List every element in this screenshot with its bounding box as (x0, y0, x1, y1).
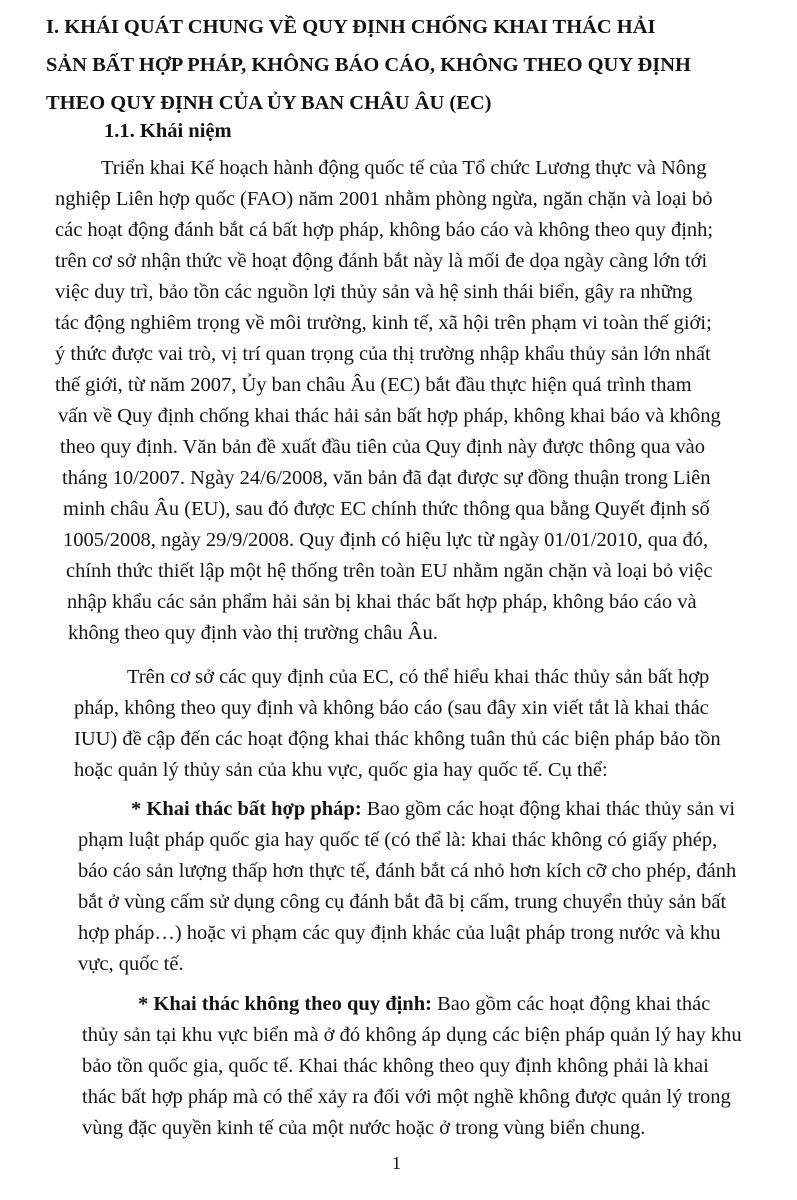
paragraph-2-line-4: hoặc quản lý thủy sản của khu vực, quốc gia hay quốc tế. Cụ thể: (74, 759, 608, 781)
paragraph-1-line-1: Triển khai Kế hoạch hành động quốc tế của Tổ chức Lương thực và Nông (101, 157, 707, 179)
paragraph-1-line-13: 1005/2008, ngày 29/9/2008. Quy định có hiệu lực từ ngày 01/01/2010, qua đó, (63, 529, 709, 551)
paragraph-3-line-1 (131, 794, 735, 824)
section-heading-line-1: I. KHÁI QUÁT CHUNG VỀ QUY ĐỊNH CHỐNG KHAI THÁC HẢI (46, 16, 656, 38)
paragraph-1-line-15: nhập khẩu các sản phẩm hải sản bị khai thác bất hợp pháp, không báo cáo và (67, 591, 697, 613)
unregulated-fishing-lead-text: Bao gồm các hoạt động khai thác (431, 993, 711, 1015)
paragraph-3-line-3: báo cáo sản lượng thấp hơn thực tế, đánh bắt cá nhỏ hơn kích cỡ cho phép, đánh (78, 860, 737, 882)
paragraph-4-line-3: bảo tồn quốc gia, quốc tế. Khai thác không theo quy định không phải là khai (82, 1055, 709, 1077)
paragraph-1-line-6: tác động nghiêm trọng về môi trường, kinh tế, xã hội trên phạm vi toàn thế giới; (55, 312, 712, 334)
paragraph-1-line-9: vấn về Quy định chống khai thác hải sản bất hợp pháp, không khai báo và không (58, 405, 721, 427)
paragraph-1-line-10: theo quy định. Văn bản đề xuất đầu tiên của Quy định này được thông qua vào (60, 436, 705, 458)
section-heading-line-3: THEO QUY ĐỊNH CỦA ỦY BAN CHÂU ÂU (EC) (46, 92, 492, 114)
paragraph-4-line-2: thủy sản tại khu vực biển mà ở đó không áp dụng các biện pháp quản lý hay khu (82, 1024, 742, 1046)
paragraph-3-line-6: vực, quốc tế. (78, 953, 184, 975)
paragraph-1-line-16: không theo quy định vào thị trường châu Âu. (68, 622, 438, 644)
paragraph-2-line-3: IUU) đề cập đến các hoạt động khai thác không tuân thủ các biện pháp bảo tồn (74, 728, 721, 750)
unregulated-fishing-term: * Khai thác không theo quy định: (138, 993, 432, 1015)
paragraph-1-line-11: tháng 10/2007. Ngày 24/6/2008, văn bản đã đạt được sự đồng thuận trong Liên (62, 467, 711, 489)
paragraph-3-line-2: phạm luật pháp quốc gia hay quốc tế (có thể là: khai thác không có giấy phép, (78, 829, 718, 851)
paragraph-1-line-7: ý thức được vai trò, vị trí quan trọng của thị trường nhập khẩu thủy sản lớn nhất (55, 343, 711, 365)
paragraph-4-line-1 (138, 989, 710, 1019)
paragraph-1-line-3: các hoạt động đánh bắt cá bất hợp pháp, không báo cáo và không theo quy định; (55, 219, 714, 241)
paragraph-1-line-5: việc duy trì, bảo tồn các nguồn lợi thủy sản và hệ sinh thái biển, gây ra những (55, 281, 693, 303)
paragraph-1-line-12: minh châu Âu (EU), sau đó được EC chính thức thông qua bằng Quyết định số (63, 498, 710, 520)
paragraph-2-line-2: pháp, không theo quy định và không báo cáo (sau đây xin viết tắt là khai thác (74, 697, 709, 719)
paragraph-1-line-14: chính thức thiết lập một hệ thống trên toàn EU nhằm ngăn chặn và loại bỏ việc (66, 560, 713, 582)
illegal-fishing-term: * Khai thác bất hợp pháp: (131, 798, 362, 820)
paragraph-4-line-4: thác bất hợp pháp mà có thể xảy ra đối với một nghề không được quản lý trong (82, 1086, 731, 1108)
paragraph-1-line-2: nghiệp Liên hợp quốc (FAO) năm 2001 nhằm phòng ngừa, ngăn chặn và loại bỏ (55, 188, 713, 210)
paragraph-3-line-5: hợp pháp…) hoặc vi phạm các quy định khác của luật pháp trong nước và khu (78, 922, 721, 944)
paragraph-2-line-1: Trên cơ sở các quy định của EC, có thể hiểu khai thác thủy sản bất hợp (127, 666, 710, 688)
paragraph-3-line-4: bắt ở vùng cấm sử dụng công cụ đánh bắt đã bị cấm, trung chuyển thủy sản bất (78, 891, 727, 913)
paragraph-1-line-4: trên cơ sở nhận thức về hoạt động đánh bắt này là mối đe dọa ngày càng lớn tới (55, 250, 708, 272)
section-heading-line-2: SẢN BẤT HỢP PHÁP, KHÔNG BÁO CÁO, KHÔNG THEO QUY ĐỊNH (46, 54, 691, 76)
illegal-fishing-lead-text: Bao gồm các hoạt động khai thác thủy sản vi (361, 798, 736, 820)
paragraph-4-line-5: vùng đặc quyền kinh tế của một nước hoặc ở trong vùng biển chung. (82, 1117, 646, 1139)
paragraph-1-line-8: thế giới, từ năm 2007, Ủy ban châu Âu (EC) bắt đầu thực hiện quá trình tham (55, 374, 692, 396)
subsection-title: 1.1. Khái niệm (104, 120, 232, 142)
page-number: 1 (392, 1153, 401, 1173)
